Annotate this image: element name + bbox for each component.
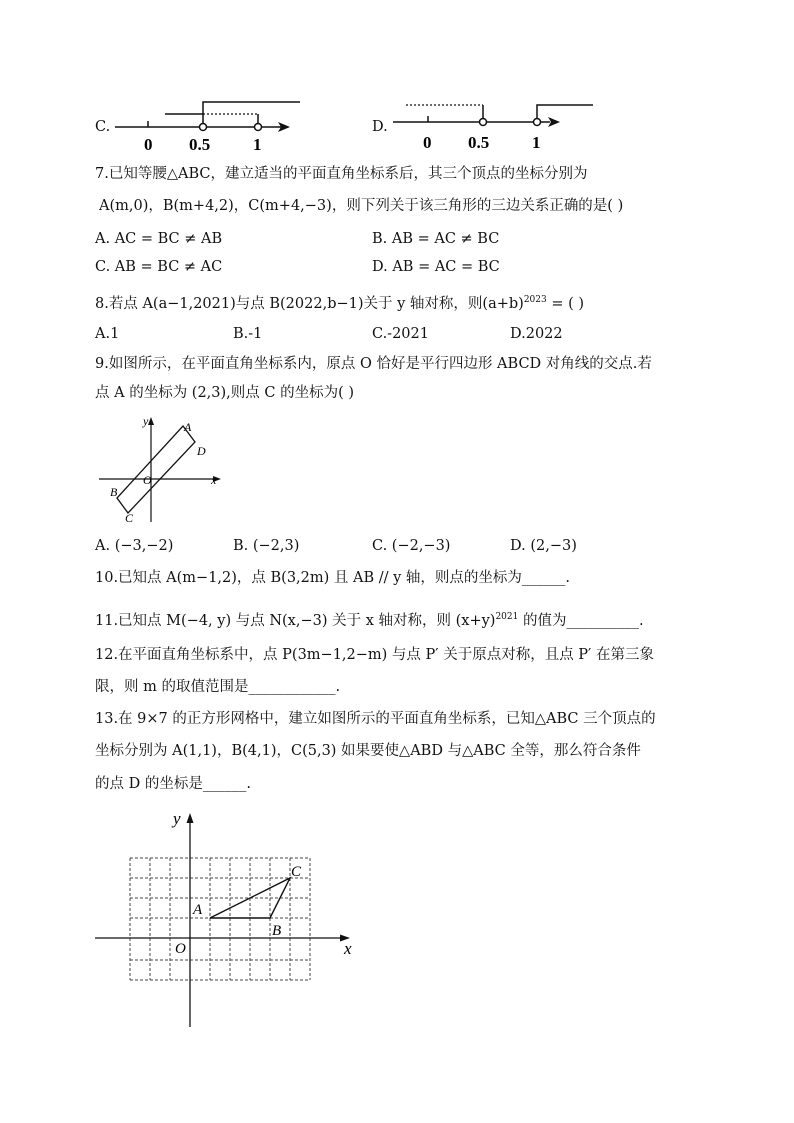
q7-option-c: C. AB = BC ≠ AC <box>95 259 223 275</box>
dashed-grid <box>130 858 310 980</box>
q8-stem-end: = ( ) <box>546 295 585 312</box>
q7-stem-line2: A(m,0)，B(m+4,2)，C(m+4,−3)，则下列关于该三角形的三边关系正确的是( ) <box>99 198 624 214</box>
vertex-d-label: D <box>197 444 206 458</box>
tick-0-label: 0 <box>144 135 153 154</box>
q7-option-a: A. AC = BC ≠ AB <box>95 231 223 247</box>
q10-stem: 10.已知点 A(m−1,2)，点 B(3,2m) 且 AB // y 轴，则点的坐标为______. <box>95 570 571 586</box>
option-d-letter: D. <box>372 119 388 135</box>
tick-1-label: 1 <box>253 135 262 154</box>
q9-option-d: D. (2,−3) <box>510 538 577 554</box>
q11-stem-text: 11.已知点 M(−4, y) 与点 N(x,−3) 关于 x 轴对称，则 (x+y) <box>95 612 496 629</box>
vertex-b-label: B <box>110 485 118 499</box>
q9-option-a: A. (−3,−2) <box>95 538 174 554</box>
vertex-a-label: A <box>193 902 203 918</box>
origin-label: O <box>143 473 152 487</box>
q7-stem-line1: 7.已知等腰△ABC，建立适当的平面直角坐标系后，其三个顶点的坐标分别为 <box>95 166 588 182</box>
q8-option-b: B.-1 <box>233 326 263 342</box>
grid-triangle-figure <box>90 805 380 1035</box>
q12-stem-line1: 12.在平面直角坐标系中，点 P(3m−1,2−m) 与点 P′ 关于原点对称，且点 P′ 在第三象 <box>95 647 654 663</box>
x-axis-label: x <box>211 473 217 487</box>
q8-stem <box>95 290 584 314</box>
q8-option-d: D.2022 <box>510 326 563 342</box>
y-axis-label: y <box>143 414 149 428</box>
parallelogram-abcd <box>117 426 195 513</box>
vertex-c-label: C <box>291 864 302 880</box>
q11-exponent: 2021 <box>495 612 519 622</box>
tick-0-5-label: 0.5 <box>189 135 211 154</box>
q11-stem <box>95 607 644 631</box>
q13-stem-line2: 坐标分别为 A(1,1)，B(4,1)，C(5,3) 如果要使△ABD 与△ABC 全等，那么符合条件 <box>95 743 641 759</box>
vertex-b-label: B <box>272 923 282 939</box>
q9-stem-line2: 点 A 的坐标为 (2,3),则点 C 的坐标为( ) <box>95 385 355 401</box>
vertex-a-label: A <box>184 420 192 434</box>
q9-option-b: B. (−2,3) <box>233 538 300 554</box>
parallelogram-figure <box>95 412 225 527</box>
y-axis-label: y <box>173 809 181 828</box>
x-axis-label: x <box>344 939 352 958</box>
number-line-d <box>388 92 598 157</box>
tick-0-label: 0 <box>423 133 432 152</box>
q13-stem-line3: 的点 D 的坐标是______. <box>95 776 251 792</box>
q8-option-a: A.1 <box>95 326 120 342</box>
q9-stem-line1: 9.如图所示，在平面直角坐标系内，原点 O 恰好是平行四边形 ABCD 对角线的交点.若 <box>95 356 652 372</box>
q12-stem-line2: 限，则 m 的取值范围是____________. <box>95 679 341 695</box>
q8-option-c: C.-2021 <box>372 326 429 342</box>
q7-option-b: B. AB = AC ≠ BC <box>372 231 500 247</box>
vertex-c-label: C <box>125 511 134 525</box>
tick-1-label: 1 <box>532 133 541 152</box>
number-line-c <box>110 92 300 157</box>
q11-stem-end: 的值为__________. <box>518 612 644 629</box>
tick-0-5-label: 0.5 <box>468 133 490 152</box>
q9-option-c: C. (−2,−3) <box>372 538 451 554</box>
q8-stem-text: 8.若点 A(a−1,2021)与点 B(2022,b−1)关于 y 轴对称，则(a+b) <box>95 295 524 312</box>
q13-stem-line1: 13.在 9×7 的正方形网格中，建立如图所示的平面直角坐标系，已知△ABC 三个顶点的 <box>95 711 656 727</box>
option-c-letter: C. <box>95 119 111 135</box>
q7-option-d: D. AB = AC = BC <box>372 259 500 275</box>
q8-exponent: 2023 <box>523 295 547 305</box>
origin-label: O <box>175 941 186 957</box>
